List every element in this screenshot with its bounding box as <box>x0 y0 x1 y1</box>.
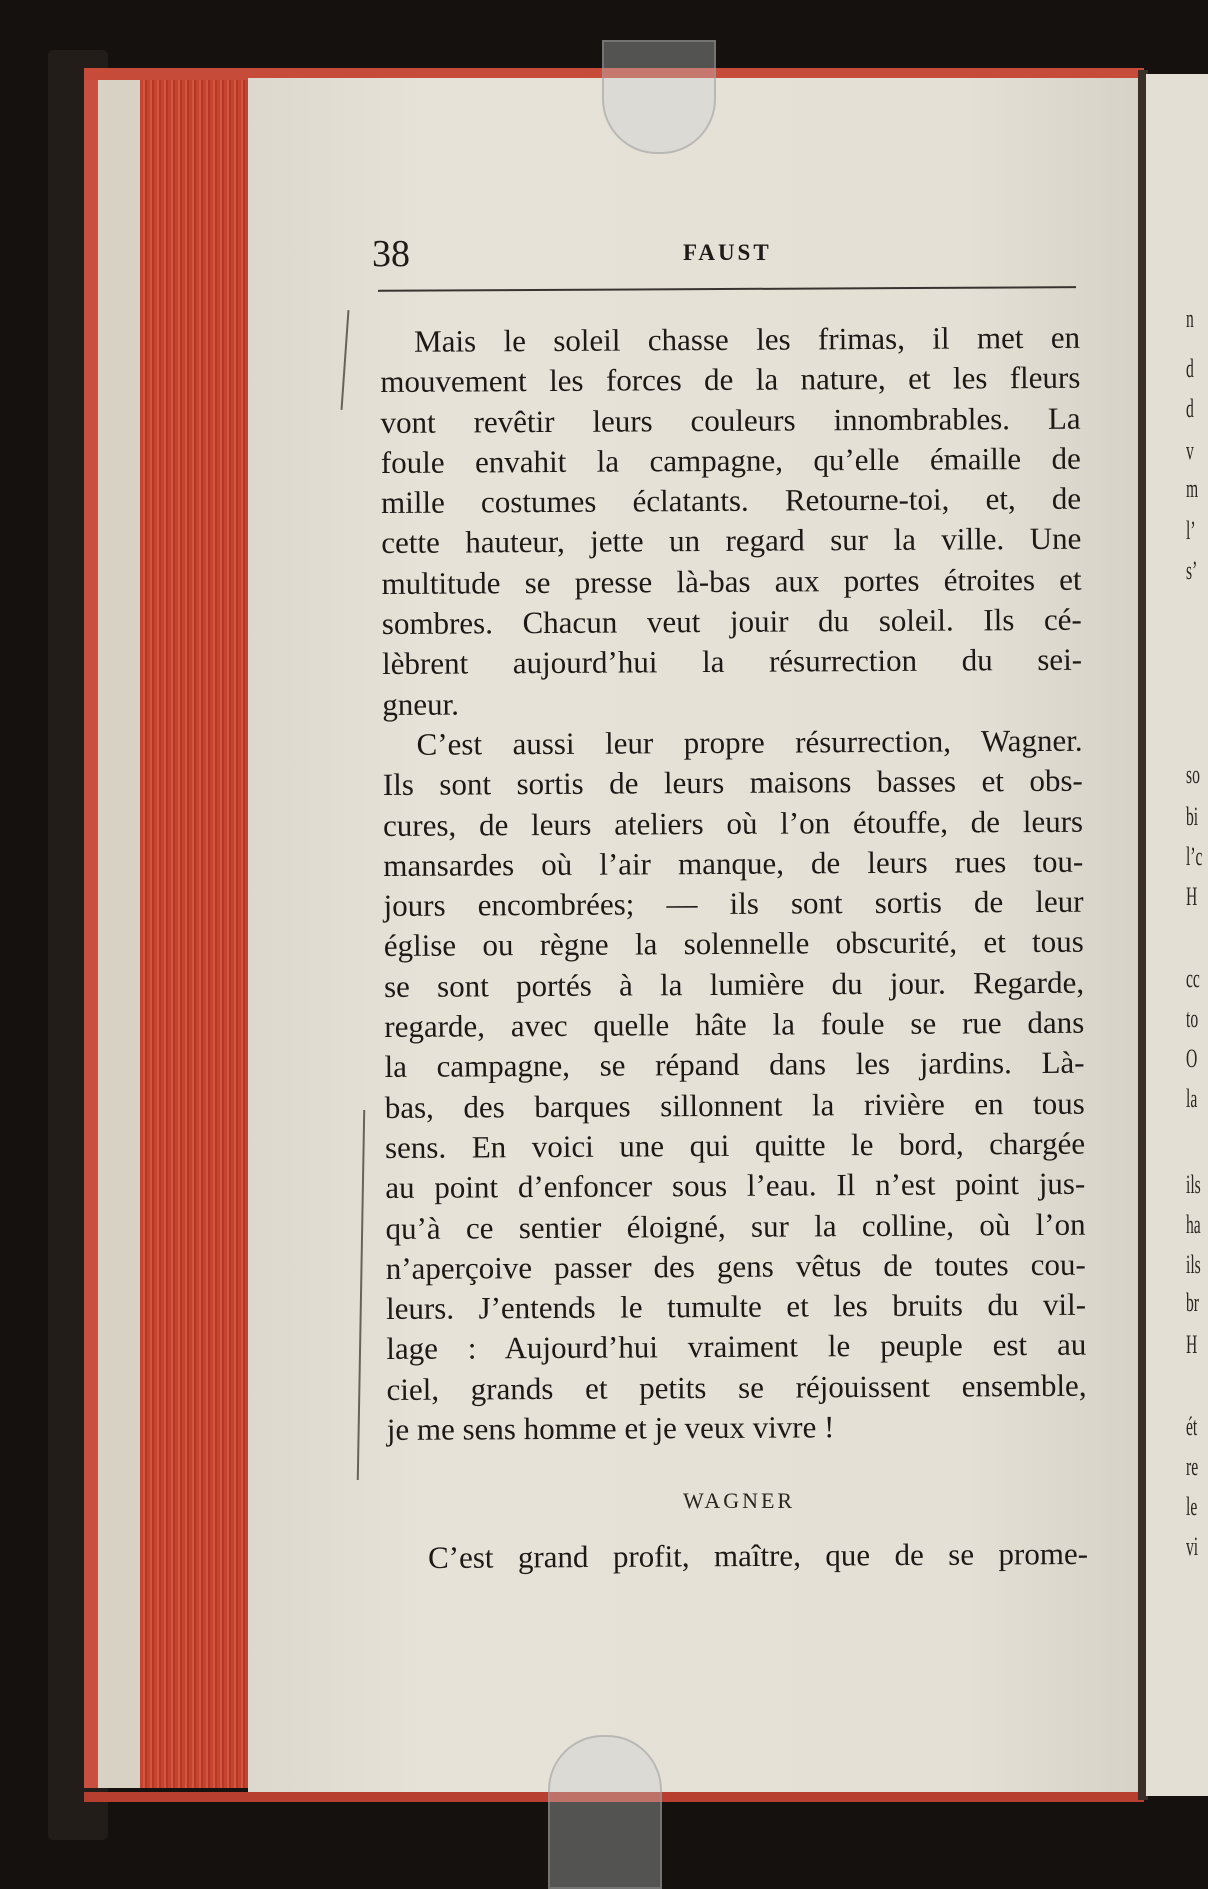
fragment: O <box>1186 1044 1198 1073</box>
text-line-content: jours encombrées; — ils sont sortis de leur <box>383 883 1084 924</box>
text-line-content: multitude se presse là-bas aux portes étroites et <box>381 561 1082 601</box>
text-line-content: mille costumes éclatants. Retourne-toi, et, de <box>380 480 1082 521</box>
text-line-content: au point d’enfoncer sous l’eau. Il n’est point jus- <box>385 1165 1086 1206</box>
text-line <box>381 439 1081 484</box>
text-line-content: mansardes où l’air manque, de leurs rues tou- <box>383 843 1084 883</box>
fragment: ha <box>1186 1210 1201 1239</box>
text-line-content: église ou règne la solennelle obscurité, et tous <box>383 924 1084 964</box>
text-line <box>387 1406 1087 1451</box>
text-line-content: se sont portés à la lumière du jour. Regarde, <box>383 964 1085 1004</box>
fragment: n <box>1186 304 1194 333</box>
text-line-content: sens. En voici une qui quitte le bord, chargée <box>384 1125 1086 1165</box>
text-line <box>386 1285 1086 1330</box>
text-line <box>383 761 1083 806</box>
fragment: s’ <box>1186 556 1198 585</box>
speaker-name: WAGNER <box>683 1488 796 1513</box>
text-line <box>381 479 1081 524</box>
fragment: v <box>1186 436 1194 465</box>
text-line <box>380 358 1080 403</box>
text-line-content: ciel, grands et petits se réjouissent ensemble, <box>386 1367 1087 1407</box>
text-line-content: qu’à ce sentier éloigné, sur la colline, où l’on <box>385 1206 1086 1246</box>
text-line-content: sombres. Chacun veut jouir du soleil. Ils cé- <box>381 601 1082 642</box>
text-line <box>381 519 1081 564</box>
fragment: ils <box>1186 1170 1201 1199</box>
text-line-content: leurs. J’entends le tumulte et les bruits du vil- <box>385 1286 1087 1327</box>
text-line <box>386 1325 1086 1370</box>
page-number: 38 <box>372 233 410 275</box>
right-page <box>1146 74 1208 1796</box>
text-line <box>386 1365 1086 1410</box>
fragment: la <box>1186 1084 1198 1113</box>
text-line-content: lèbrent aujourd’hui la résurrection du sei- <box>381 642 1083 682</box>
text-line-content: Mais le soleil chasse les frimas, il met en <box>414 319 1081 359</box>
fragment: le <box>1186 1492 1198 1521</box>
text-line <box>385 1124 1085 1169</box>
fragment: d <box>1186 394 1194 423</box>
red-page-edges <box>140 78 250 1788</box>
fragment: so <box>1186 760 1200 789</box>
fragment: vi <box>1186 1532 1199 1561</box>
text-line <box>382 640 1082 685</box>
text-line <box>385 1204 1085 1249</box>
text-line-content: n’aperçoive passer des gens vêtus de toutes cou- <box>385 1246 1086 1286</box>
fragment: d <box>1186 354 1194 383</box>
body-text <box>380 318 1087 1451</box>
text-line <box>385 1164 1085 1209</box>
fragment: H <box>1186 1330 1198 1359</box>
text-line <box>384 1003 1084 1048</box>
text-line-content: Ils sont sortis de leurs maisons basses et obs- <box>382 762 1083 803</box>
text-line <box>383 842 1083 887</box>
fragment: bi <box>1186 802 1199 831</box>
text-line-content: lage : Aujourd’hui vraiment le peuple est au <box>386 1327 1087 1367</box>
text-line <box>380 398 1080 443</box>
text-line: C’est grand profit, maître, que de se prome- <box>427 1535 1089 1576</box>
fragment: cc <box>1186 964 1200 993</box>
text-line-content: la campagne, se répand dans les jardins. Là- <box>384 1045 1085 1085</box>
text-line-content: vont revêtir leurs couleurs innombrables. La <box>380 400 1081 440</box>
text-line-content: cures, de leurs ateliers où l’on étouffe, de leurs <box>382 803 1084 843</box>
text-line-content: foule envahit la campagne, qu’elle émaille de <box>380 440 1081 480</box>
fragment: re <box>1186 1452 1199 1481</box>
text-line-content: mouvement les forces de la nature, et les fleurs <box>380 360 1081 400</box>
page-holder-clip-top <box>602 40 716 154</box>
fragment: H <box>1186 882 1198 911</box>
text-line <box>381 560 1081 605</box>
text-line <box>383 801 1083 846</box>
fragment: ils <box>1186 1250 1201 1279</box>
text-line <box>384 962 1084 1007</box>
text-line <box>384 1043 1084 1088</box>
text-line <box>384 922 1084 967</box>
text-line <box>385 1083 1085 1128</box>
text-line-content: bas, des barques sillonnent la rivière en tous <box>384 1085 1085 1125</box>
running-title: FAUST <box>683 240 772 265</box>
text-line <box>380 318 1080 363</box>
text-line-content: regarde, avec quelle hâte la foule se rue dans <box>384 1004 1085 1045</box>
text-line-content: gneur. <box>382 686 460 722</box>
text-line <box>382 600 1082 645</box>
fragment: ét <box>1186 1412 1198 1441</box>
text-line <box>382 680 1082 725</box>
text-line-content: je me sens homme et je veux vivre ! <box>386 1409 835 1447</box>
page-holder-clip-bottom <box>548 1735 662 1889</box>
fragment: l’c <box>1186 842 1203 871</box>
text-line <box>386 1245 1086 1290</box>
text-line-content: C’est aussi leur propre résurrection, Wagner. <box>416 722 1083 762</box>
fragment: to <box>1186 1004 1199 1033</box>
fragment: br <box>1186 1288 1200 1317</box>
text-line <box>383 882 1083 927</box>
text-line-content: cette hauteur, jette un regard sur la ville. Une <box>381 521 1082 561</box>
fragment: m <box>1186 474 1199 503</box>
fragment: l’ <box>1186 516 1196 545</box>
text-line <box>382 721 1082 766</box>
